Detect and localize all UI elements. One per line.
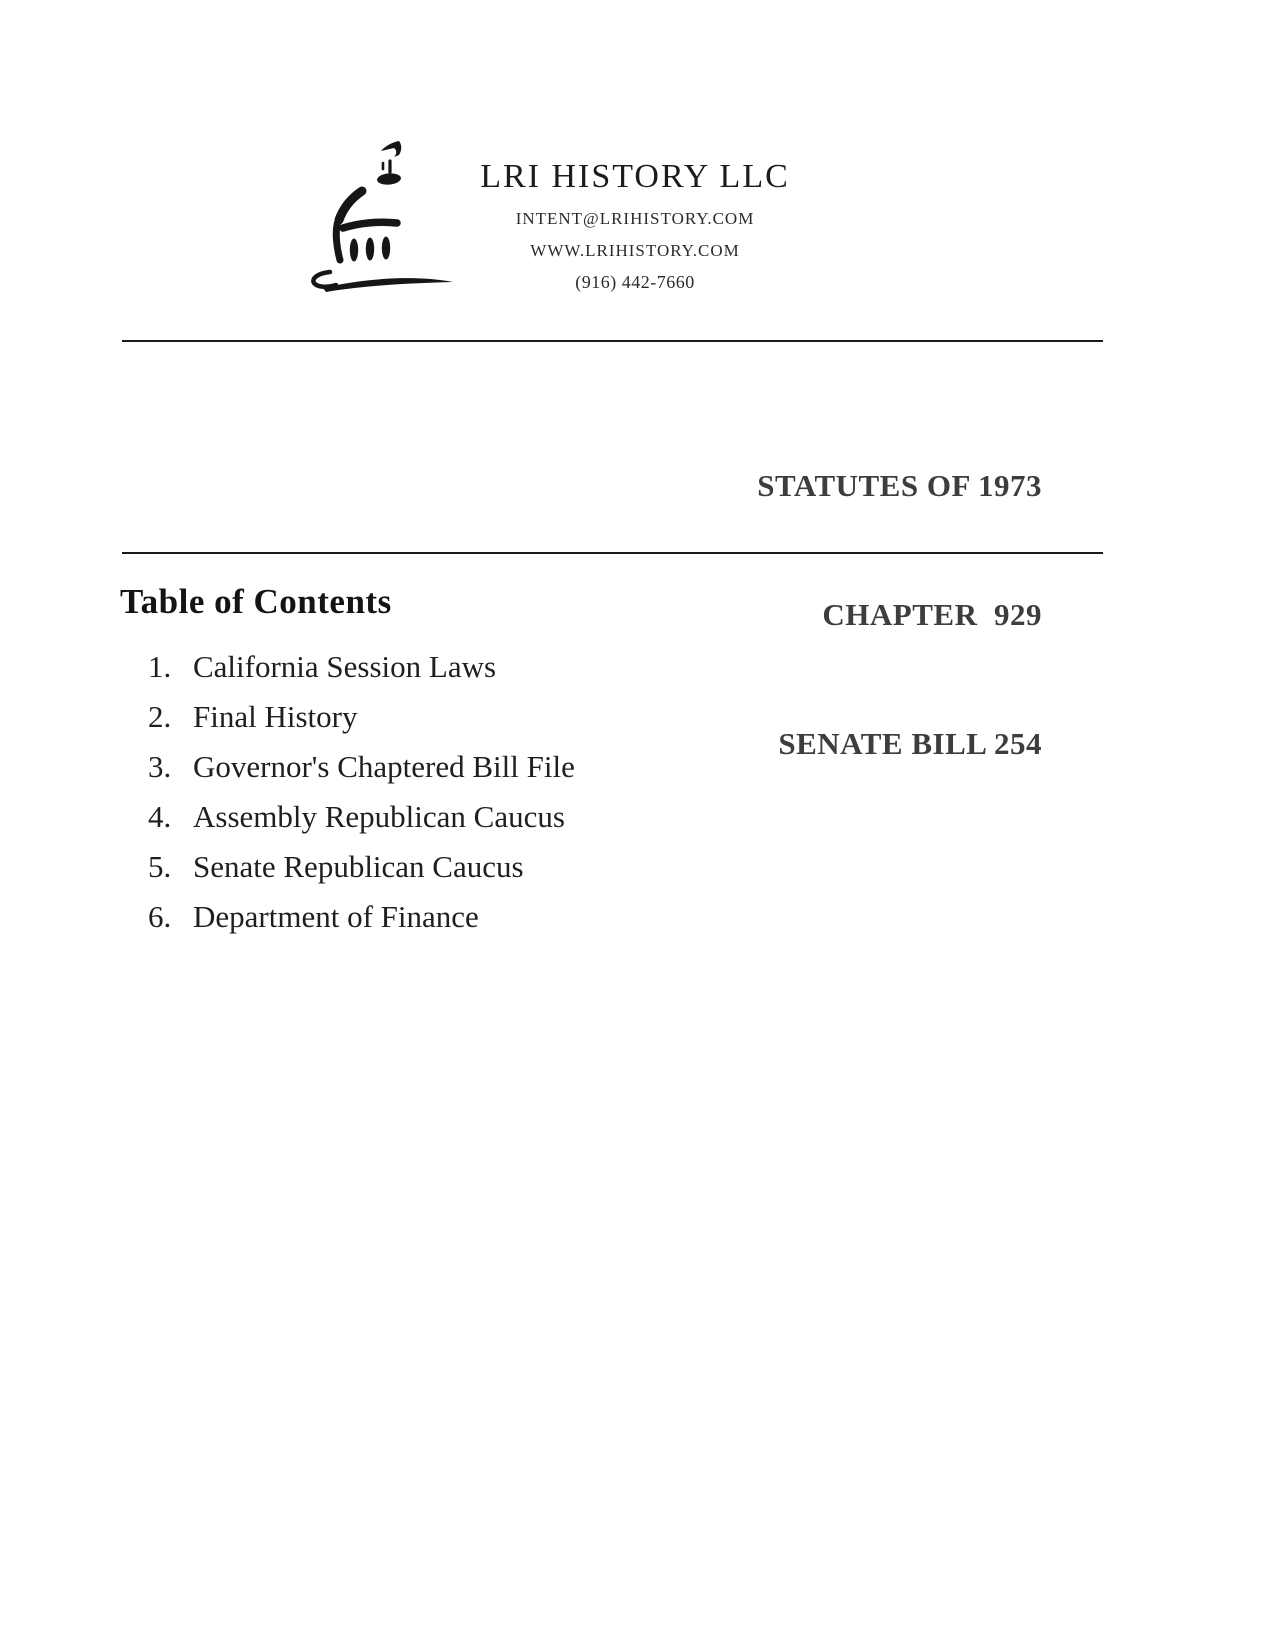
toc-item-label: Governor's Chaptered Bill File — [193, 749, 575, 784]
company-phone: (916) 442-7660 — [575, 272, 695, 292]
divider-bottom — [122, 552, 1103, 554]
divider-top — [122, 340, 1103, 342]
toc-item-number: 2. — [148, 699, 172, 734]
chapter-line: CHAPTER 929 — [822, 597, 1042, 632]
toc-item-label: Senate Republican Caucus — [193, 849, 524, 884]
toc-list — [0, 642, 900, 942]
company-email: INTENT@LRIHISTORY.COM — [515, 209, 755, 228]
toc-item-number: 4. — [148, 799, 172, 834]
toc-item — [0, 842, 900, 892]
statutes-line: STATUTES OF 1973 — [757, 468, 1042, 503]
toc-item-number: 6. — [148, 899, 172, 934]
toc-item-label: Final History — [193, 699, 358, 734]
toc-item — [0, 792, 900, 842]
toc-item-number: 3. — [148, 749, 172, 784]
toc-item — [0, 692, 900, 742]
toc-item-label: California Session Laws — [193, 649, 497, 684]
company-name: LRI HISTORY LLC — [480, 158, 790, 195]
toc-item-number: 5. — [148, 849, 172, 884]
toc-heading: Table of Contents — [120, 582, 392, 621]
company-website: WWW.LRIHISTORY.COM — [530, 241, 740, 260]
toc-item-label: Assembly Republican Caucus — [193, 799, 565, 834]
toc-item — [0, 742, 900, 792]
toc-item-label: Department of Finance — [193, 899, 479, 934]
senate-bill-line: SENATE BILL 254 — [778, 726, 1042, 761]
toc-item-number: 1. — [148, 649, 172, 684]
toc-item — [0, 642, 900, 692]
toc-item — [0, 892, 900, 942]
